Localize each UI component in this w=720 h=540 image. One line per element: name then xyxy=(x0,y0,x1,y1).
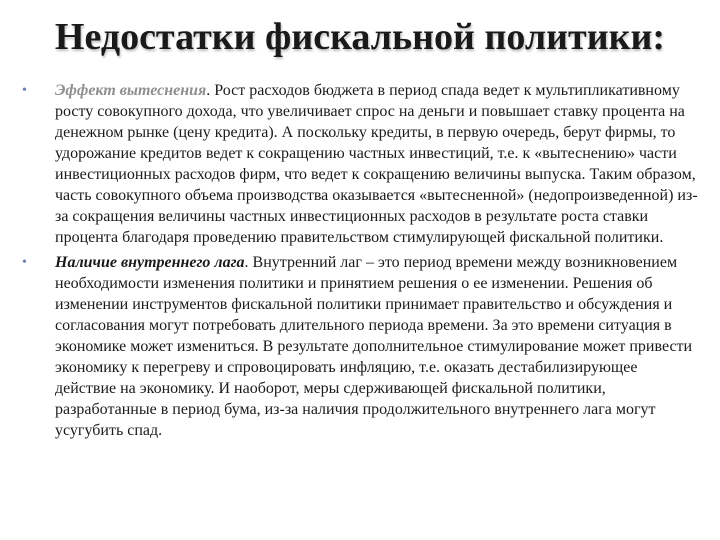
item-term: Эффект вытеснения xyxy=(55,82,207,99)
list-item xyxy=(22,80,702,248)
item-term: Наличие внутреннего лага xyxy=(55,254,245,271)
bullet-icon: • xyxy=(22,83,27,98)
bullet-icon: • xyxy=(22,255,27,270)
item-text: . Внутренний лаг – это период времени между возникновением необходимости изменения политики и принятием решения о ее изменении. Решения об изменении инструментов фискальной политики принимает правительство и обсуждения и согласования могут потребовать длительного периода времени. За это времени ситуация в экономике может измениться. В результате дополнительное стимулирование может привести экономику к перегреву и спровоцировать инфляцию, т.е. оказать дестабилизирующее действие на экономику. И наоборот, меры сдерживающей фискальной политики, разработанные в период бума, из-за наличия продолжительного внутреннего лага могут усугубить спад. xyxy=(55,254,693,439)
list-item xyxy=(22,252,702,441)
bullet-list xyxy=(22,80,702,445)
item-text: . Рост расходов бюджета в период спада ведет к мультипликативному росту совокупного дохода, что увеличивает спрос на деньги и повышает ставку процента на денежном рынке (цену кредита). А поскольку кредиты, в первую очередь, берут фирмы, то удорожание кредитов ведет к сокращению частных инвестиций, т.е. к «вытеснению» части инвестиционных расходов фирм, что ведет к сокращению величины выпуска. Таким образом, часть совокупного объема производства оказывается «вытесненной» (недопроизведенной) из-за сокращения величины частных инвестиционных расходов в результате роста ставки процента благодаря проведению правительством стимулирующей фискальной политики. xyxy=(55,82,698,246)
slide-title: Недостатки фискальной политики: xyxy=(54,16,666,58)
